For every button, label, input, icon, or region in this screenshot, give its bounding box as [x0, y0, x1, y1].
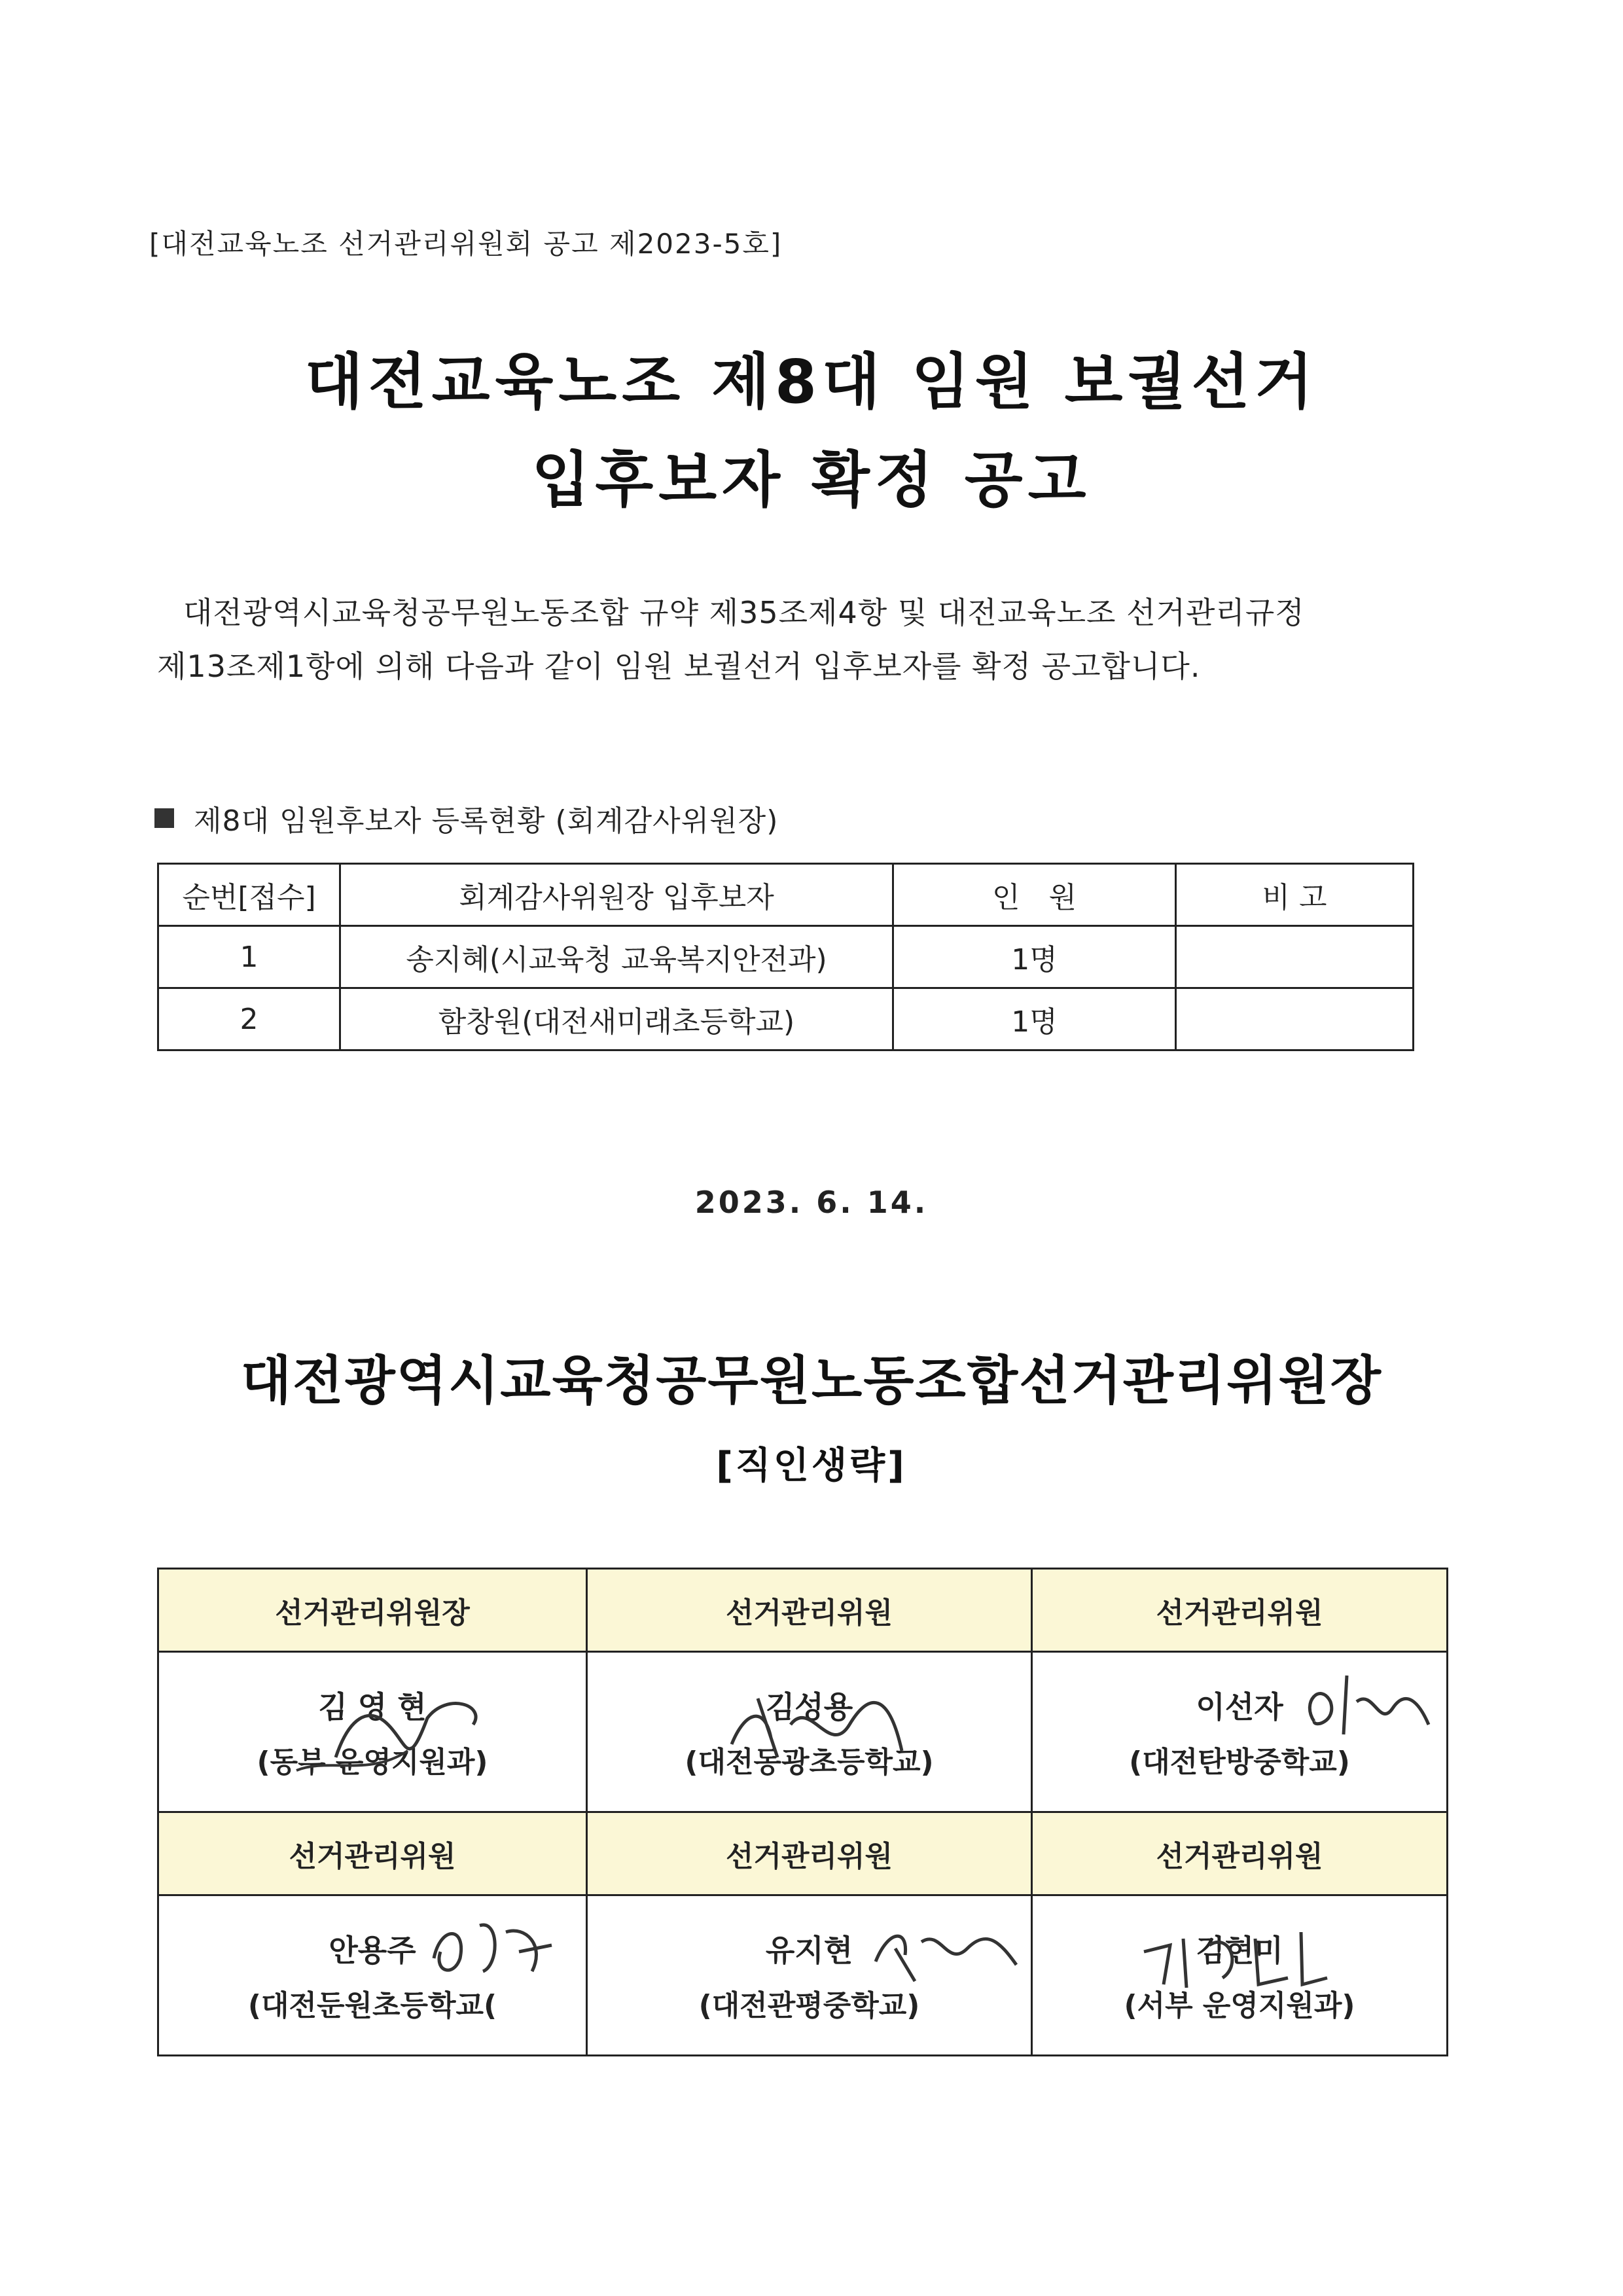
col-header-candidate: 회계감사위원장 입후보자 [340, 864, 893, 926]
role-cell: 선거관리위원 [1032, 1812, 1448, 1895]
committee-member-row [158, 1895, 1448, 2056]
col-header-count: 인 원 [893, 864, 1176, 926]
member-cell [158, 1652, 587, 1812]
body-text-line1: 대전광역시교육청공무원노동조합 규약 제35조제4항 및 대전교육노조 선거관리규정 [183, 595, 1305, 630]
col-header-note: 비 고 [1176, 864, 1414, 926]
role-cell: 선거관리위원 [158, 1812, 587, 1895]
candidates-table [157, 863, 1414, 1051]
member-cell [587, 1652, 1032, 1812]
member-cell [1032, 1652, 1448, 1812]
member-org: (대전탄방중학교) [1129, 1746, 1350, 1779]
role-cell: 선거관리위원 [587, 1812, 1032, 1895]
cell-candidate: 함창원(대전새미래초등학교) [340, 988, 893, 1050]
section-heading-text: 제8대 임원후보자 등록현황 (회계감사위원장) [194, 804, 779, 838]
member-name: 유지현 [765, 1933, 853, 1968]
document-title-line1: 대전교육노조 제8대 임원 보궐선거 [304, 347, 1319, 417]
committee-signature-table [157, 1568, 1448, 2056]
col-header-no: 순번[접수] [158, 864, 340, 926]
committee-role-row [158, 1812, 1448, 1895]
role-cell: 선거관리위원 [1032, 1569, 1448, 1652]
member-org: (대전관평중학교) [698, 1989, 920, 2022]
cell-candidate: 송지혜(시교육청 교육복지안전과) [340, 926, 893, 988]
table-row [158, 988, 1414, 1050]
member-name: 이선자 [1196, 1689, 1283, 1725]
member-org: (서부 운영지원과) [1124, 1989, 1355, 2022]
notice-number: [대전교육노조 선거관리위원회 공고 제2023-5호] [149, 228, 783, 260]
cell-no: 1 [158, 926, 340, 988]
chair-title: 대전광역시교육청공무원노동조합선거관리위원장 [240, 1350, 1383, 1411]
member-name: 김현미 [1196, 1933, 1283, 1968]
cell-note [1176, 926, 1414, 988]
member-org: (대전동광초등학교) [685, 1746, 934, 1779]
notice-date: 2023. 6. 14. [694, 1185, 929, 1220]
committee-role-row [158, 1569, 1448, 1652]
cell-no: 2 [158, 988, 340, 1050]
square-bullet-icon [154, 808, 174, 828]
role-cell: 선거관리위원장 [158, 1569, 587, 1652]
body-text-line2: 제13조제1항에 의해 다음과 같이 임원 보궐선거 입후보자를 확정 공고합니다. [157, 649, 1201, 684]
table-header-row [158, 864, 1414, 926]
document-title-line2: 입후보자 확정 공고 [531, 445, 1092, 515]
table-row [158, 926, 1414, 988]
member-name: 김성용 [765, 1689, 853, 1725]
role-cell: 선거관리위원 [587, 1569, 1032, 1652]
section-heading [154, 797, 778, 839]
member-name: 김 영 현 [318, 1689, 427, 1725]
member-name: 안용주 [329, 1933, 416, 1968]
member-org: (동부 운영지원과) [257, 1746, 488, 1779]
cell-count: 1명 [893, 988, 1176, 1050]
member-cell [587, 1895, 1032, 2056]
committee-member-row [158, 1652, 1448, 1812]
seal-omitted-note: [직인생략] [716, 1444, 907, 1487]
member-cell [158, 1895, 587, 2056]
cell-count: 1명 [893, 926, 1176, 988]
member-org: (대전둔원초등학교( [247, 1989, 497, 2022]
cell-note [1176, 988, 1414, 1050]
member-cell [1032, 1895, 1448, 2056]
